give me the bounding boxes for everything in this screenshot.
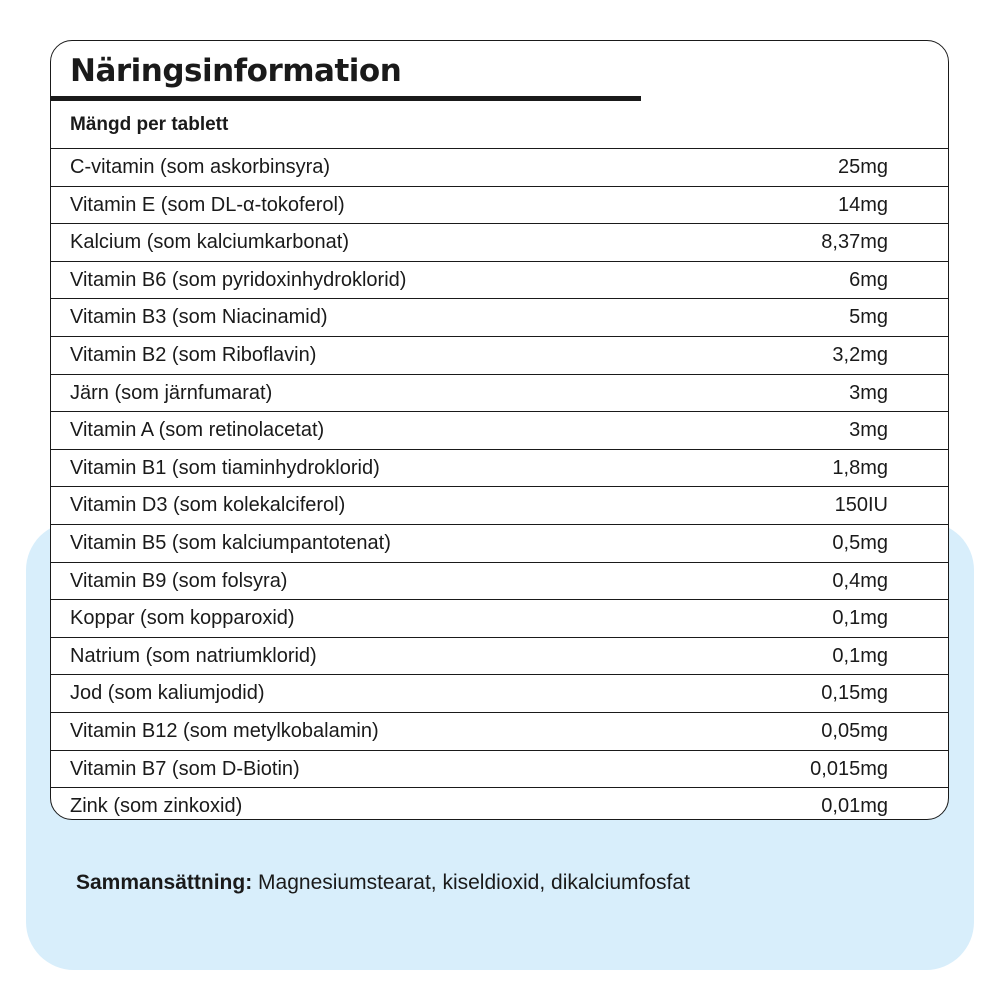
nutrient-row (51, 486, 948, 524)
nutrient-row (51, 449, 948, 487)
nutrient-amount: 0,1mg (832, 644, 888, 667)
nutrient-name: Vitamin D3 (som kolekalciferol) (70, 494, 346, 517)
nutrient-amount: 0,4mg (832, 569, 888, 592)
nutrient-row (51, 524, 948, 562)
nutrient-name: Vitamin B6 (som pyridoxinhydroklorid) (70, 268, 407, 291)
nutrient-amount: 3mg (849, 419, 888, 442)
composition-line (76, 868, 690, 898)
nutrient-amount: 0,1mg (832, 607, 888, 630)
nutrient-name: Vitamin B9 (som folsyra) (70, 569, 288, 592)
nutrient-amount: 5mg (849, 306, 888, 329)
nutrient-name: Vitamin B7 (som D-Biotin) (70, 757, 300, 780)
nutrient-row (51, 562, 948, 600)
nutrient-row (51, 336, 948, 374)
nutrient-amount: 25mg (837, 156, 888, 178)
nutrient-amount: 1,8mg (832, 456, 888, 479)
nutrient-name: Natrium (som natriumklorid) (70, 644, 317, 667)
nutrient-amount: 0,15mg (821, 682, 888, 705)
nutrient-name: Koppar (som kopparoxid) (70, 607, 295, 630)
nutrient-name: C-vitamin (som askorbinsyra) (70, 156, 331, 178)
nutrient-name: Vitamin A (som retinolacetat) (70, 419, 325, 442)
nutrient-amount: 0,5mg (832, 531, 888, 554)
nutrient-row (51, 787, 948, 820)
nutrient-name: Vitamin E (som DL-α-tokoferol) (70, 193, 345, 216)
nutrient-row (51, 298, 948, 336)
nutrient-row (51, 674, 948, 712)
nutrient-amount: 8,37mg (821, 231, 888, 254)
composition-label: Sammansättning: (76, 871, 253, 894)
nutrient-amount: 3,2mg (832, 343, 888, 366)
nutrient-amount: 3mg (849, 381, 888, 404)
nutrient-amount: 14mg (837, 193, 888, 216)
nutrient-name: Vitamin B1 (som tiaminhydroklorid) (70, 456, 380, 479)
nutrition-facts-card (50, 40, 949, 820)
nutrient-name: Vitamin B3 (som Niacinamid) (70, 306, 328, 329)
nutrient-amount: 0,05mg (821, 719, 888, 742)
nutrient-amount: 0,01mg (821, 795, 888, 818)
nutrient-row (51, 148, 948, 186)
nutrient-name: Vitamin B2 (som Riboflavin) (70, 343, 317, 366)
nutrient-name: Vitamin B5 (som kalciumpantotenat) (70, 531, 391, 554)
nutrient-name: Vitamin B12 (som metylkobalamin) (70, 719, 379, 742)
nutrient-row (51, 223, 948, 261)
nutrient-amount: 0,015mg (810, 757, 888, 780)
nutrient-row (51, 712, 948, 750)
nutrient-row (51, 186, 948, 224)
nutrient-amount: 6mg (849, 268, 888, 291)
nutrient-row (51, 599, 948, 637)
nutrient-amount: 150IU (834, 494, 888, 517)
nutrient-table (51, 148, 948, 820)
nutrient-row (51, 411, 948, 449)
nutrient-row (51, 637, 948, 675)
nutrient-name: Järn (som järnfumarat) (70, 381, 273, 404)
nutrient-row (51, 374, 948, 412)
nutrient-name: Jod (som kaliumjodid) (70, 682, 265, 705)
nutrient-name: Kalcium (som kalciumkarbonat) (70, 231, 349, 254)
nutrient-row (51, 750, 948, 788)
title-divider (51, 96, 641, 101)
nutrient-name: Zink (som zinkoxid) (70, 795, 243, 818)
amount-per-tablet-label: Mängd per tablett (70, 114, 229, 135)
nutrition-title: Näringsinformation (70, 53, 402, 89)
nutrient-row (51, 261, 948, 299)
composition-text: Magnesiumstearat, kiseldioxid, dikalciumfosfat (258, 871, 690, 894)
